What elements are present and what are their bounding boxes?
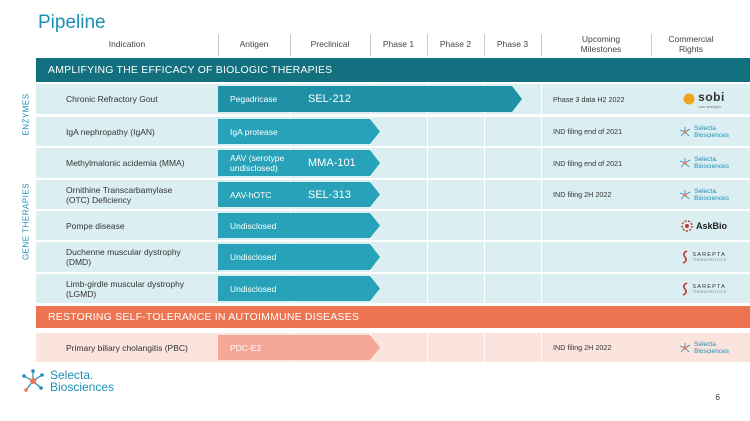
selecta-partner-line2: Biosciences (694, 131, 729, 139)
indication-text: Ornithine Transcarbamylase (66, 184, 173, 195)
column-divider (484, 211, 485, 240)
column-divider (541, 211, 542, 240)
column-divider (427, 274, 428, 303)
header-milestones (551, 30, 651, 57)
selecta-partner-line1: Selecta. (694, 124, 718, 132)
indication-cell (36, 211, 218, 240)
antigen-text: Undisclosed (230, 283, 277, 294)
header-indication: Indication (108, 38, 146, 49)
antigen-text: Undisclosed (230, 252, 277, 262)
antigen-cell (230, 150, 284, 176)
header-phase3: Phase 3 (496, 38, 529, 49)
antigen-cell (230, 182, 271, 207)
column-divider (484, 333, 485, 362)
phase-progress-arrow (218, 86, 522, 112)
selecta-partner-logo (679, 341, 729, 355)
header-divider (427, 34, 428, 56)
phase-progress-arrow (218, 335, 380, 360)
header-divider (651, 34, 652, 56)
commercial-rights-cell (664, 274, 744, 303)
selecta-logo-line2: Biosciences (50, 380, 115, 394)
side-label-enzymes: ENZYMES (21, 93, 31, 136)
indication-text: Methylmalonic acidemia (MMA) (66, 158, 185, 168)
pipeline-row (36, 180, 750, 209)
section-autoimmune-banner: RESTORING SELF-TOLERANCE IN AUTOIMMUNE DISEASES (36, 306, 750, 328)
sarepta-subtext: THERAPEUTICS (692, 258, 727, 262)
selecta-partner-line1: Selecta. (694, 156, 718, 163)
side-label-gene-therapies: GENE THERAPIES (21, 182, 31, 261)
commercial-rights-cell (664, 84, 744, 114)
pipeline-row (36, 117, 750, 146)
antigen-cell (230, 276, 276, 301)
column-divider (541, 84, 542, 114)
header-divider (541, 34, 542, 56)
program-code: SEL-212 (308, 93, 351, 105)
antigen-text: Undisclosed (230, 220, 277, 231)
antigen-cell (230, 244, 276, 270)
milestone-cell: IND filing 2H 2022 (553, 190, 612, 199)
commercial-rights-cell (664, 242, 744, 272)
antigen-cell (230, 86, 277, 112)
column-divider (484, 242, 485, 272)
antigen-text: PDC-E2 (230, 342, 262, 353)
phase-progress-arrow (218, 244, 380, 270)
column-divider (541, 274, 542, 303)
indication-text: Duchenne muscular dystrophy (66, 247, 181, 257)
program-code: MMA-101 (308, 157, 356, 169)
selecta-partner-line2: Biosciences (694, 163, 729, 170)
column-divider (427, 211, 428, 240)
column-divider (484, 180, 485, 209)
pipeline-row (36, 148, 750, 178)
indication-text: Limb-girdle muscular dystrophy (66, 278, 185, 289)
selecta-burst-icon (20, 368, 46, 394)
sarepta-text: SAREPTA (692, 283, 727, 290)
sarepta-subtext: THERAPEUTICS (692, 289, 727, 294)
indication-cell (36, 180, 218, 209)
sarepta-mark-icon (681, 282, 689, 296)
pipeline-row (36, 242, 750, 272)
selecta-partner-line1: Selecta. (694, 187, 718, 195)
selecta-logo-line1: Selecta. (50, 368, 94, 382)
commercial-rights-cell (664, 180, 744, 209)
header-rights-line2: Rights (678, 43, 704, 54)
milestone-cell: IND filing end of 2021 (553, 127, 623, 136)
antigen-text: AAV-hOTC (230, 189, 272, 200)
sobi-logo (683, 90, 725, 109)
milestone-cell (551, 274, 651, 303)
sarepta-text: SAREPTA (692, 252, 727, 258)
column-divider (541, 117, 542, 146)
antigen-cell (230, 213, 276, 238)
column-divider (541, 242, 542, 272)
commercial-rights-cell (664, 211, 744, 240)
indication-cell (36, 242, 218, 272)
selecta-partner-logo (679, 125, 729, 139)
header-divider (290, 34, 291, 56)
selecta-partner-logo (679, 188, 729, 202)
column-divider (427, 148, 428, 178)
section-biologic-banner: AMPLIFYING THE EFFICACY OF BIOLOGIC THERAPIES (36, 58, 750, 82)
sarepta-logo (681, 250, 726, 264)
phase-progress-arrow (218, 119, 380, 144)
askbio-text: AskBio (695, 220, 727, 231)
selecta-partner-line2: Biosciences (694, 194, 729, 202)
milestone-cell: IND filing end of 2021 (553, 158, 623, 168)
header-rights (651, 30, 731, 57)
antigen-text: AAV (serotype (230, 153, 285, 163)
pipeline-row (36, 211, 750, 240)
pipeline-row (36, 84, 750, 114)
indication-text: Primary biliary cholangitis (PBC) (66, 342, 188, 353)
indication-text: IgA nephropathy (IgAN) (66, 126, 155, 137)
selecta-logo (20, 368, 114, 394)
selecta-partner-line2: Biosciences (694, 347, 729, 355)
pipeline-row (36, 333, 750, 362)
pipeline-row (36, 274, 750, 303)
selecta-burst-icon (679, 189, 691, 201)
sarepta-logo (681, 282, 726, 296)
commercial-rights-cell (664, 148, 744, 178)
askbio-logo (681, 220, 727, 232)
milestone-cell: Phase 3 data H2 2022 (553, 94, 625, 104)
sarepta-mark-icon (681, 250, 689, 264)
column-divider (541, 333, 542, 362)
indication-text: Pompe disease (66, 220, 125, 231)
program-code: SEL-313 (308, 188, 351, 201)
column-divider (427, 242, 428, 272)
milestone-cell (551, 211, 651, 240)
antigen-cell (230, 119, 278, 144)
selecta-burst-icon (679, 157, 691, 169)
selecta-partner-logo (679, 156, 729, 170)
header-phase1: Phase 1 (382, 38, 415, 49)
page-title: Pipeline (38, 12, 106, 33)
antigen-text: Pegadricase (230, 94, 278, 104)
page-number: 6 (715, 393, 720, 402)
phase-progress-arrow (218, 150, 380, 176)
antigen-text-line2: undisclosed) (230, 163, 278, 173)
column-divider (484, 148, 485, 178)
column-divider (484, 274, 485, 303)
indication-cell (36, 84, 218, 114)
selecta-burst-icon (679, 126, 691, 138)
antigen-cell (230, 335, 261, 360)
indication-text-line2: (DMD) (66, 257, 92, 267)
phase-progress-arrow (218, 276, 380, 301)
column-divider (484, 117, 485, 146)
indication-cell (36, 333, 218, 362)
askbio-molecule-icon (681, 220, 693, 232)
header-rights-line1: Commercial (668, 33, 714, 44)
header-divider (218, 34, 219, 56)
commercial-rights-cell (664, 333, 744, 362)
column-divider (541, 148, 542, 178)
indication-cell (36, 274, 218, 303)
sobi-sun-icon (683, 93, 695, 105)
header-antigen: Antigen (239, 38, 269, 49)
indication-text-line2: (OTC) Deficiency (66, 194, 132, 205)
indication-text: Chronic Refractory Gout (66, 94, 158, 104)
selecta-partner-line1: Selecta. (694, 340, 718, 348)
sobi-text: sobi (698, 89, 725, 104)
header-milestones-line2: Milestones (580, 43, 622, 54)
column-divider (541, 180, 542, 209)
header-divider (484, 34, 485, 56)
commercial-rights-cell (664, 117, 744, 146)
column-divider (427, 117, 428, 146)
phase-progress-arrow (218, 213, 380, 238)
header-preclinical: Preclinical (310, 38, 350, 49)
milestone-cell (551, 242, 651, 272)
selecta-burst-icon (679, 342, 691, 354)
indication-text-line2: (LGMD) (66, 288, 97, 299)
sobi-tagline: rare strength (698, 103, 721, 109)
header-divider (370, 34, 371, 56)
header-milestones-line1: Upcoming (581, 33, 621, 44)
milestone-cell: IND filing 2H 2022 (553, 343, 612, 352)
column-divider (427, 333, 428, 362)
indication-cell (36, 117, 218, 146)
indication-cell (36, 148, 218, 178)
phase-progress-arrow (218, 182, 380, 207)
header-phase2: Phase 2 (439, 38, 472, 49)
antigen-text: IgA protease (230, 126, 278, 137)
column-divider (427, 180, 428, 209)
